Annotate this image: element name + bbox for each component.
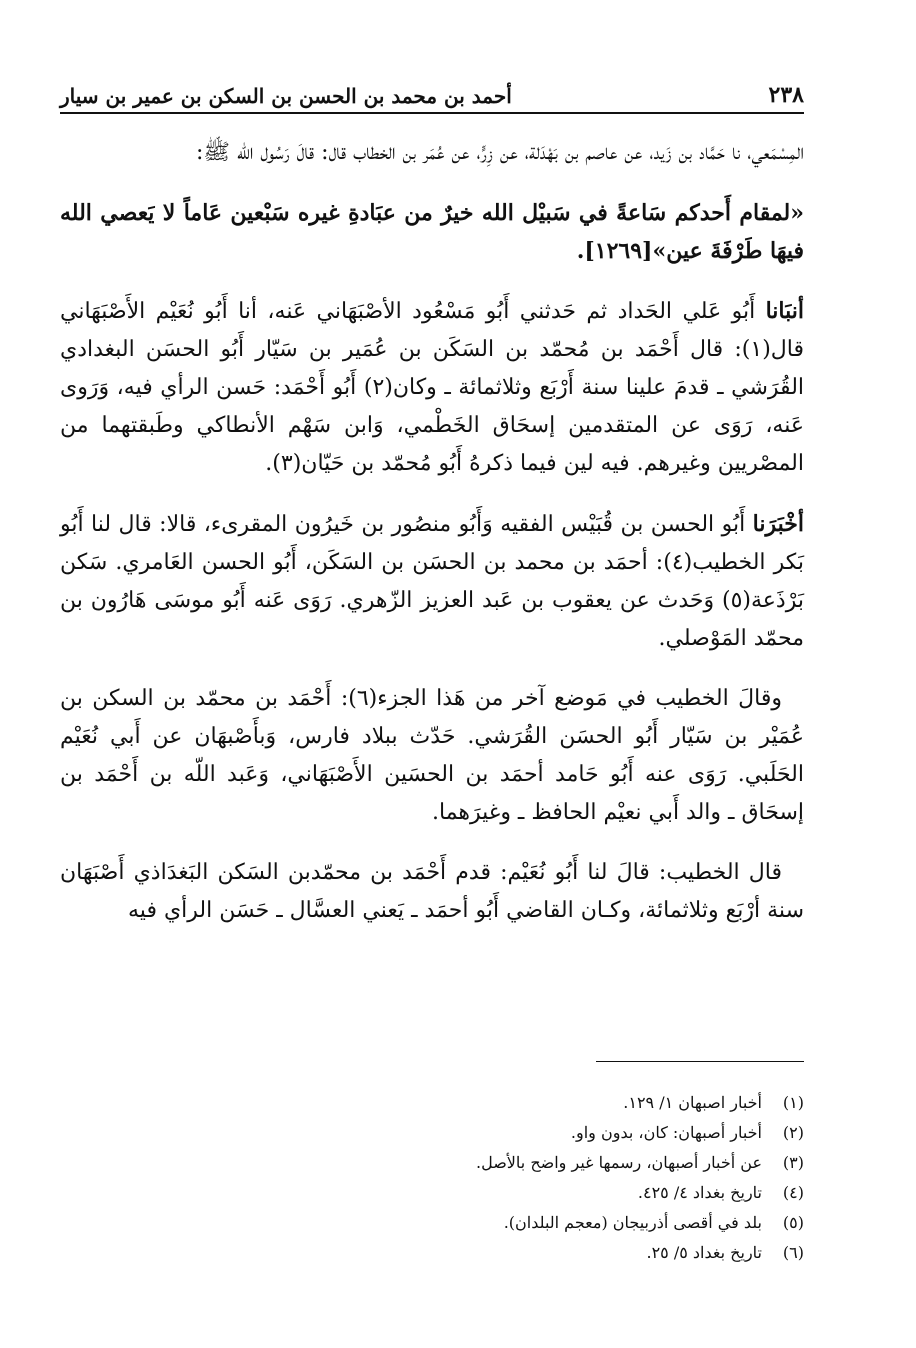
paragraph-isnad-continuation (60, 134, 804, 172)
footnotes (60, 1088, 804, 1268)
footnote (60, 1208, 804, 1238)
footnote-number: (٤) (782, 1183, 804, 1202)
footnote-number: (١) (782, 1093, 804, 1112)
paragraph-text: قال الخطيب: قالَ لنا أَبُو نُعَيْم: قدم أَحْمَد بن محمّدبن السَكن البَغدَاذي أَصْبَهَان سنة أرْبَع وثلاثمائة، وكـان القاضي أَبُو أحمَد ـ يَعني العسَّال ـ حَسَن الرأي فيه (60, 860, 804, 923)
paragraph-text: المِسْمَعي، نا حَمَّاد بن زَيد، عن عاصم بن بَهْدَلة، عن زِرٍّ، عن عُمَر بن الخطاب قال: قالَ رَسُول الله ﷺ: (196, 140, 804, 165)
footnote (60, 1238, 804, 1268)
footnote (60, 1088, 804, 1118)
footnote (60, 1178, 804, 1208)
lead-word: أنبَانا (765, 298, 804, 324)
footnote-separator (596, 1061, 804, 1062)
lead-word: أخْبَرَنا (752, 511, 804, 537)
footnote-number: (٥) (782, 1213, 804, 1232)
running-title: أحمد بن محمد بن الحسن بن السكن بن عمير بن سيار (60, 84, 512, 108)
footnote-number: (٢) (782, 1123, 804, 1142)
paragraph-khatib-abu-nuaym (60, 854, 804, 930)
footnote (60, 1148, 804, 1178)
footnote-text: تاريخ بغداد ٥/ ٢٥. (646, 1243, 762, 1262)
paragraph-text: أَبُو الحسن بن قُبَيْس الفقيه وَأَبُو منصُور بن خَيرُون المقرىء، قالا: قال لنا أَبُو بَكر الخطيب(٤): أحمَد بن محمد بن الحسَن بن السَكَن، أَبُو الحسن العَامري. سَكن بَرْذَعة(٥) وَحَدث عن يعقوب بن عَبد العزيز الزّهري. رَوَى عَنه أَبُو موسَى هَارُون بن محمّد المَوْصلي. (60, 512, 804, 651)
hadith-text: «لمقام أَحدكم سَاعةً في سَبيْل الله خيرٌ من عبَادةِ غيره سَبْعين عَاماً لا يَعصي الله فيهَا طَرْفَةَ عين»[١٢٦٩]. (60, 200, 804, 264)
footnote-text: بلد في أقصى أذربيجان (معجم البلدان). (503, 1213, 762, 1232)
footnote-text: تاريخ بغداد ٤/ ٤٢٥. (637, 1183, 762, 1202)
paragraph-text: أَبُو عَلي الحَداد ثم حَدثني أَبُو مَسْعُود الأصْبَهَاني عَنه، أنا أَبُو نُعَيْم الأَصْبَهَاني قال(١): قال أَحْمَد بن مُحمّد بن السَكَن بن عُمَير بن سَيّار أَبُو الحسَن البغدادي القُرَشي ـ قدمَ علينا سنة أَرْبَع وثلاثمائة ـ وكان(٢) أَبُو أَحْمَد: حَسن الرأي فيه، وَرَوى عَنه، رَوَى عن المتقدمين إسحَاق الخَطْمي، وَابن سَهْم الأنطاكي وطَبقتهما من المصْريين وغيرهم. فيه لين فيما ذكرهُ أَبُو مُحمّد بن حَيّان(٣). (60, 299, 805, 476)
footnote-number: (٣) (782, 1153, 804, 1172)
paragraph-akhbarana (60, 505, 804, 658)
page-number: ٢٣٨ (768, 82, 804, 108)
footnote-text: أخبار اصبهان ١/ ١٢٩. (623, 1093, 762, 1112)
page-header (60, 74, 804, 114)
paragraph-anbana (60, 292, 804, 483)
main-text (60, 134, 804, 952)
footnote-text: عن أخبار أصبهان، رسمها غير واضح بالأصل. (475, 1153, 762, 1172)
footnote-number: (٦) (782, 1243, 804, 1262)
paragraph-text: وقالَ الخطيب في مَوضع آخر من هَذا الجزء(٦): أَحْمَد بن محمّد بن السكن بن عُمَيْر بن سَيّار أَبُو الحسَن القُرَشي. حَدّث ببلاد فارس، وَبأَصْبهَان عن أَبي نُعَيْم الحَلَبي. رَوَى عنه أَبُو حَامد أحمَد بن الحسَين الأَصْبَهَاني، وَعَبد اللّه بن أَحْمَد بن إسحَاق ـ والد أَبي نعيْم الحافظ ـ وغيرَهما. (60, 686, 804, 825)
footnote-text: أخبار أصبهان: كان، بدون واو. (570, 1123, 762, 1142)
paragraph-hadith (60, 194, 804, 270)
paragraph-khatib-other (60, 680, 804, 832)
footnote (60, 1118, 804, 1148)
